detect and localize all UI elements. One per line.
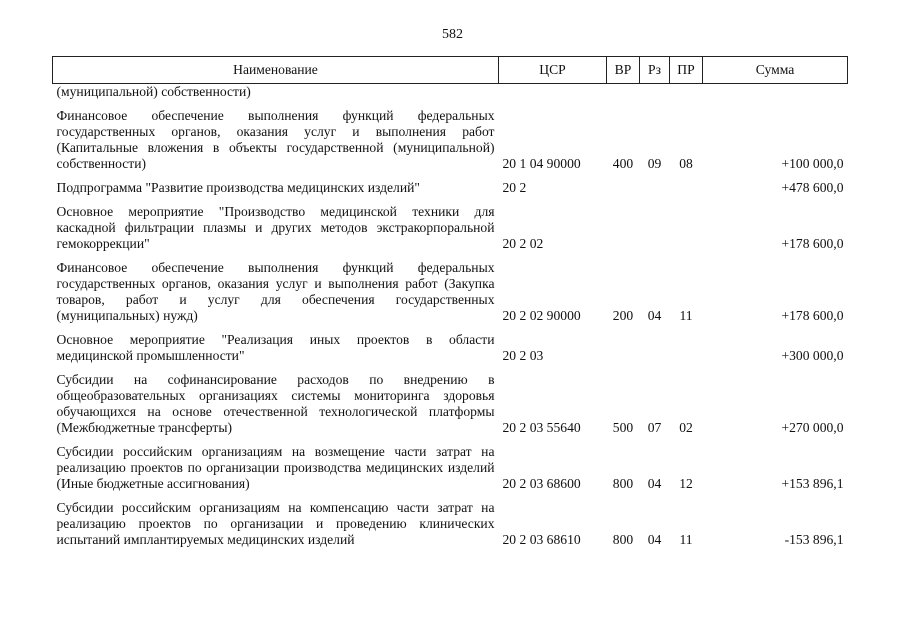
- row-pr: [670, 172, 703, 196]
- row-rz: [640, 84, 670, 101]
- row-pr: 12: [679, 476, 693, 491]
- row-name: (муниципальной) собственности): [56, 84, 251, 99]
- row-name: Субсидии российским организациям на компенсацию части затрат на реализацию проектов по организации и проведению клинических испытаний имплантируемых медицинских изделий: [56, 500, 495, 547]
- header-csr: ЦСР: [499, 57, 607, 84]
- table-header-row: [53, 57, 848, 84]
- row-name: Финансовое обеспечение выполнения функций федеральных государственных органов, оказания услуг и выполнения работ (Закупка товаров, работ и услуг для обеспечения государственных (муниципальных) нужд): [56, 260, 495, 323]
- row-name: Подпрограмма "Развитие производства медицинских изделий": [56, 180, 420, 195]
- row-rz: [640, 172, 670, 196]
- row-vr: 200: [612, 308, 634, 323]
- row-sum: +100 000,0: [781, 156, 844, 171]
- row-sum: [703, 84, 848, 101]
- row-name: Финансовое обеспечение выполнения функций федеральных государственных органов, оказания услуг и выполнения работ (Капитальные вложения в объекты государственной (муниципальной) собственности): [56, 108, 495, 171]
- row-pr: [670, 84, 703, 101]
- table-row: [53, 492, 848, 548]
- header-name: Наименование: [53, 57, 499, 84]
- header-vr: ВР: [607, 57, 640, 84]
- table-row: [53, 100, 848, 172]
- row-name: Субсидии российским организациям на возмещение части затрат на реализацию проектов по организации производства медицинских изделий (Иные бюджетные ассигнования): [56, 444, 495, 491]
- table-row: [53, 172, 848, 196]
- row-sum: -153 896,1: [784, 532, 844, 547]
- row-csr: 20 2 03 68600: [502, 476, 581, 491]
- table-row: [53, 324, 848, 364]
- row-sum: +178 600,0: [781, 236, 844, 251]
- row-rz: [640, 324, 670, 364]
- row-csr: 20 2 02: [502, 236, 544, 251]
- row-vr: [607, 84, 640, 101]
- row-vr: 400: [612, 156, 634, 171]
- row-pr: 02: [679, 420, 693, 435]
- header-pr: ПР: [670, 57, 703, 84]
- row-sum: +478 600,0: [781, 180, 844, 195]
- row-vr: [607, 196, 640, 252]
- header-sum: Сумма: [703, 57, 848, 84]
- header-rz: Рз: [640, 57, 670, 84]
- row-rz: [640, 196, 670, 252]
- row-sum: +270 000,0: [781, 420, 844, 435]
- row-csr: 20 2 03: [502, 348, 544, 363]
- row-vr: 500: [612, 420, 634, 435]
- row-sum: +178 600,0: [781, 308, 844, 323]
- table-row: [53, 196, 848, 252]
- page-number: 582: [442, 27, 463, 42]
- row-csr: [499, 84, 607, 101]
- row-name: Основное мероприятие "Производство медицинской техники для каскадной фильтрации плазмы и других методов экстракорпоральной гемокоррекции": [56, 204, 495, 251]
- row-csr: 20 2 03 68610: [502, 532, 581, 547]
- row-pr: 11: [679, 308, 693, 323]
- budget-table: [52, 56, 848, 548]
- row-rz: 04: [647, 476, 662, 491]
- row-csr: 20 1 04 90000: [502, 156, 581, 171]
- row-vr: [607, 172, 640, 196]
- row-sum: +300 000,0: [781, 348, 844, 363]
- row-rz: 09: [647, 156, 662, 171]
- row-rz: 04: [647, 308, 662, 323]
- table-row: [53, 84, 848, 101]
- row-pr: [670, 196, 703, 252]
- row-vr: 800: [612, 532, 634, 547]
- row-pr: [670, 324, 703, 364]
- row-vr: 800: [612, 476, 634, 491]
- table-row: [53, 364, 848, 436]
- table-row: [53, 252, 848, 324]
- row-sum: +153 896,1: [781, 476, 844, 491]
- row-pr: 11: [679, 532, 693, 547]
- row-csr: 20 2: [502, 180, 527, 195]
- row-csr: 20 2 03 55640: [502, 420, 581, 435]
- row-csr: 20 2 02 90000: [502, 308, 581, 323]
- row-rz: 07: [647, 420, 662, 435]
- table-row: [53, 436, 848, 492]
- row-pr: 08: [679, 156, 693, 171]
- row-rz: 04: [647, 532, 662, 547]
- row-vr: [607, 324, 640, 364]
- row-name: Субсидии на софинансирование расходов по внедрению в общеобразовательных организациях системы мониторинга здоровья обучающихся на основе отечественной технологической платформы (Межбюджетные трансферты): [56, 372, 495, 435]
- row-name: Основное мероприятие "Реализация иных проектов в области медицинской промышленности": [56, 332, 495, 363]
